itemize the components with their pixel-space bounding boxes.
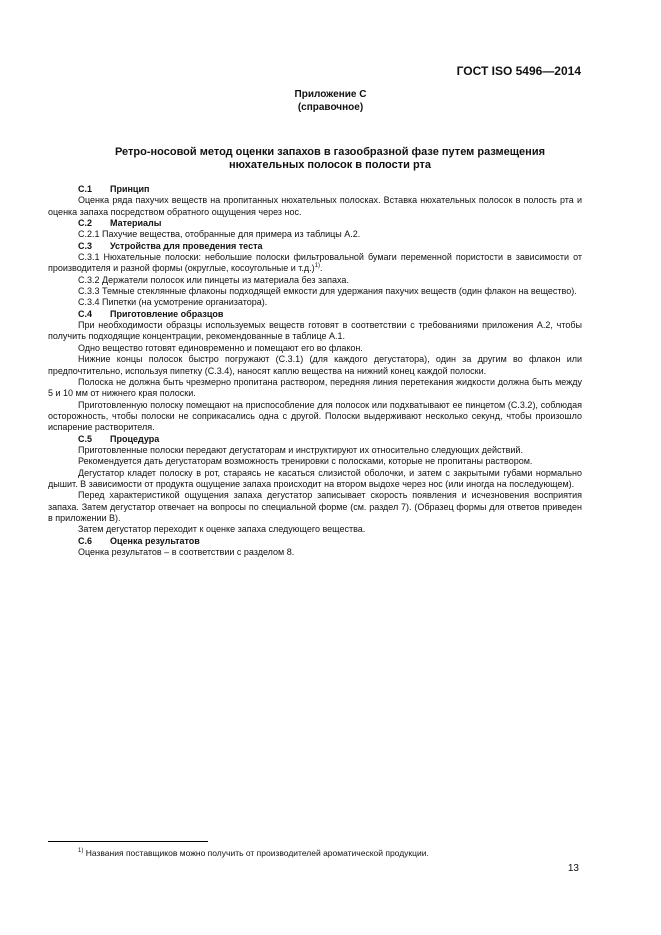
paragraph: С.3.3 Темные стеклянные флаконы подходящей емкости для удержания пахучих веществ (один флакон на вещество). <box>78 286 577 297</box>
paragraph: Оценка ряда пахучих веществ на пропитанных нюхательных полосках. Вставка нюхательных полосок в полость рта и оценка запаха посредством обратного ощущения через нос. <box>48 195 582 217</box>
paragraph: Затем дегустатор переходит к оценке запаха следующего вещества. <box>78 524 366 535</box>
paragraph: Полоска не должна быть чрезмерно пропитана раствором, передняя линия перетекания жидкости должна быть между 5 и 10 мм от нижнего края полоски. <box>48 376 582 399</box>
section-title: Устройства для проведения теста <box>110 240 263 251</box>
section-heading-c1 <box>48 184 582 195</box>
document-title-line-1: Ретро-носовой метод оценки запахов в газообразной фазе путем размещения <box>114 146 545 158</box>
section-number: С.3 <box>78 240 93 251</box>
section-title: Процедура <box>110 433 160 444</box>
document-title-line-2: нюхательных полосок в полости рта <box>228 159 432 171</box>
paragraph: Приготовленную полоску помещают на приспособление для полосок или подхватывают ее пинцетом (С.3.2), соблюдая осторожность, чтобы полоски не соприкасались одна с другой. Полоски выдерживают несколько секунд, чтобы произошло испарение растворителя. <box>48 399 582 433</box>
section-heading-c6 <box>48 536 582 547</box>
paragraph-end: . <box>320 263 323 274</box>
paragraph-text: С.3.1 Нюхательные полоски: небольшие полоски фильтровальной бумаги переменной пористости в зависимости от производителя и разной формы (округлые, косоугольные и т.д.) <box>48 252 582 274</box>
section-title: Принцип <box>110 184 150 194</box>
section-number: С.2 <box>78 218 93 229</box>
standard-number: ГОСТ ISO 5496—2014 <box>456 64 581 78</box>
page-number: 13 <box>567 863 579 874</box>
section-number: С.6 <box>78 535 93 546</box>
footnote-separator <box>48 841 208 842</box>
section-number: С.1 <box>78 184 93 194</box>
section-heading-c3 <box>48 241 582 252</box>
paragraph: Рекомендуется дать дегустаторам возможность тренировки с полосками, которые не пропитаны раствором. <box>78 456 533 467</box>
section-title: Приготовление образцов <box>110 308 224 319</box>
document-body <box>48 184 582 558</box>
paragraph: Дегустатор кладет полоску в рот, стараясь не касаться слизистой оболочки, и затем с закрытыми губами нормально дышит. В зависимости от продукта ощущение запаха происходит на втором выдохе через нос (или иногда на последующем). <box>48 467 582 489</box>
footnote-mark: 1) <box>78 848 84 855</box>
section-heading-c5 <box>48 434 582 445</box>
section-heading-c2 <box>48 218 582 229</box>
section-title: Материалы <box>110 218 162 229</box>
paragraph <box>48 252 582 275</box>
paragraph: С.2.1 Пахучие вещества, отобранные для примера из таблицы А.2. <box>78 229 361 240</box>
paragraph: Оценка результатов – в соответствии с разделом 8. <box>78 547 295 557</box>
appendix-title: Приложение С <box>294 89 367 100</box>
paragraph: С.3.4 Пипетки (на усмотрение организатора). <box>78 297 268 308</box>
section-heading-c4 <box>48 309 582 320</box>
footnote-text: Названия поставщиков можно получить от производителей ароматической продукции. <box>85 848 429 858</box>
paragraph: При необходимости образцы используемых веществ готовят в соответствии с требованиями приложения А.2, чтобы получить подходящие концентрации, рекомендованные в таблице А.1. <box>48 320 582 342</box>
document-title <box>60 146 600 172</box>
section-title: Оценка результатов <box>110 535 200 546</box>
section-number: С.4 <box>78 308 93 319</box>
paragraph: Одно вещество готовят единовременно и помещают его во флакон. <box>78 342 363 353</box>
paragraph: Приготовленные полоски передают дегустаторам и инструктируют их относительно следующих действий. <box>78 444 523 455</box>
footnote-reference: 1) <box>314 263 321 270</box>
appendix-note: (справочное) <box>297 102 364 113</box>
paragraph: Нижние концы полосок быстро погружают (С.3.1) (для каждого дегустатора), один за другим во флакон или предпочтительно, используя пипетку (С.3.4), наносят каплю вещества на нижний конец каждой полоски. <box>48 354 582 376</box>
footnote <box>78 848 429 858</box>
paragraph: Перед характеристикой ощущения запаха дегустатор записывает скорость появления и исчезновения восприятия запаха. Затем дегустатор отвечает на вопросы по специальной форме (см. раздел 7). (Образец формы для ответов приведен в приложении В). <box>48 490 582 523</box>
section-number: С.5 <box>78 433 93 444</box>
paragraph: С.3.2 Держатели полосок или пинцеты из материала без запаха. <box>78 274 349 285</box>
